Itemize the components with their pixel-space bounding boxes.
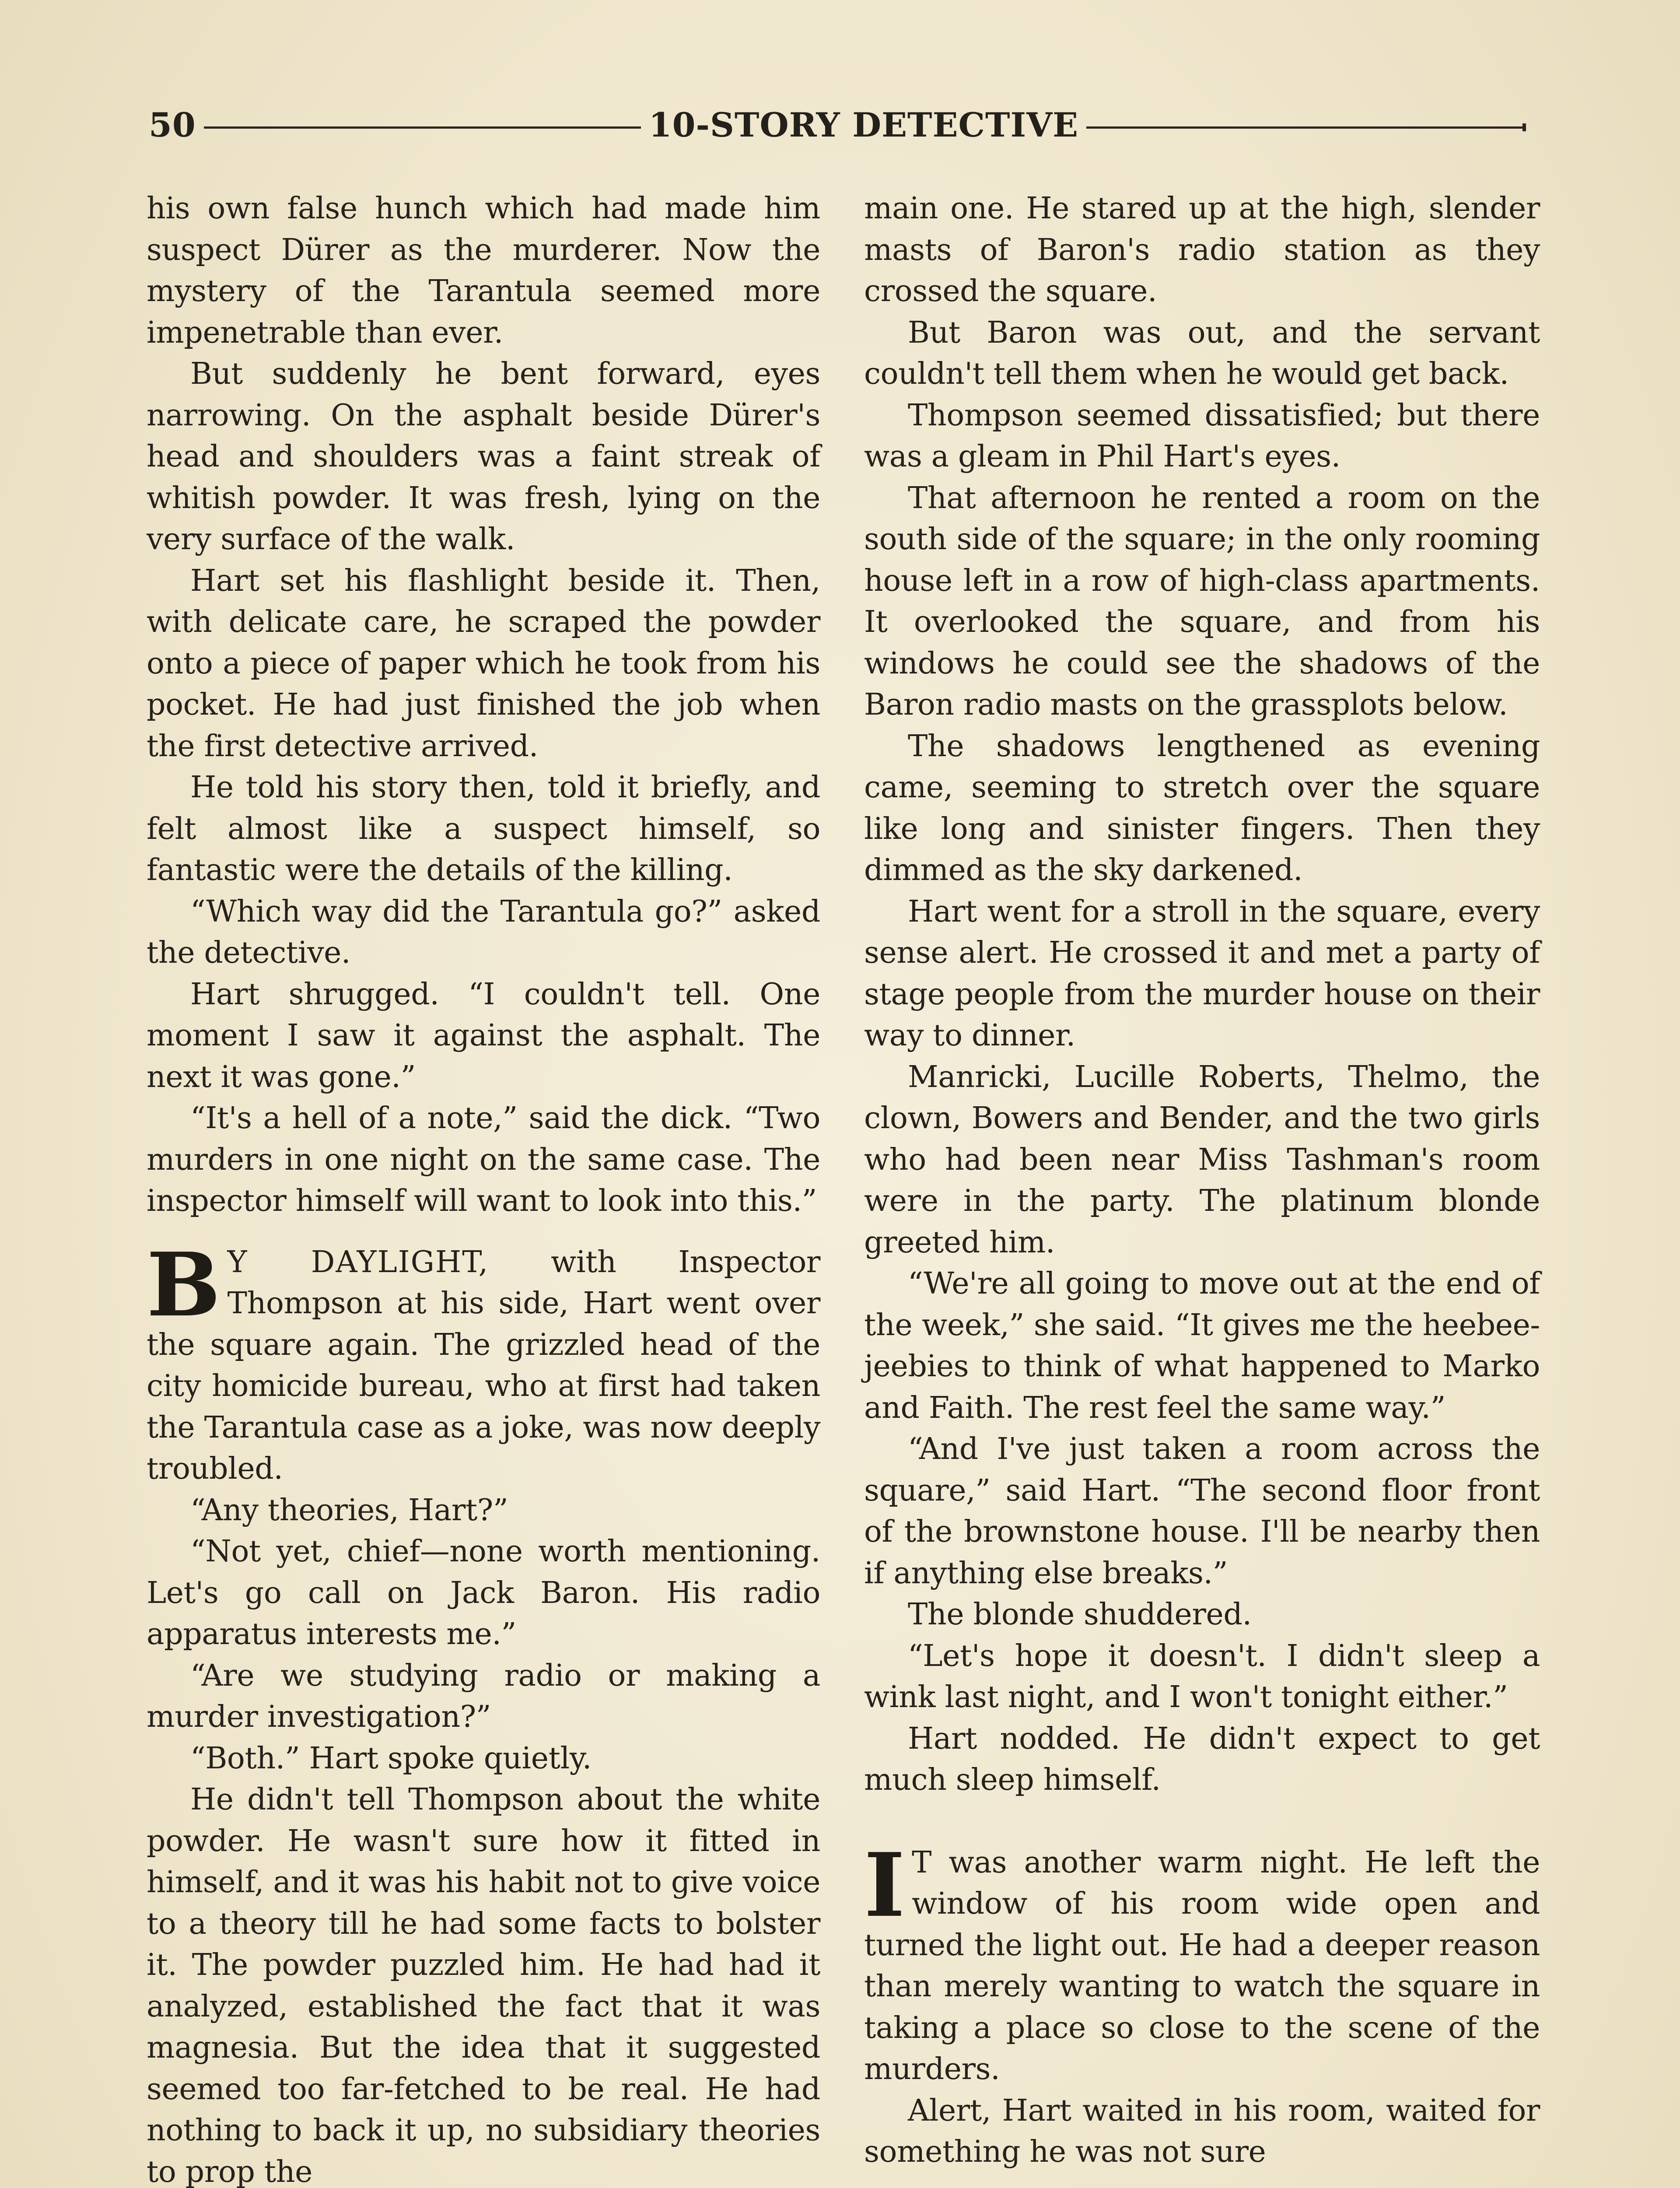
paragraph: Hart shrugged. “I couldn't tell. One moment I saw it against the asphalt. The next it was gone.”	[147, 977, 820, 1094]
right-column	[864, 188, 1540, 2173]
magazine-title: 10-STORY DETECTIVE	[648, 105, 1079, 144]
paragraph: “Any theories, Hart?”	[190, 1493, 508, 1528]
section-opening-text: T was another warm night. He left the window of his room wide open and turned the light out. He had a deeper reason than merely wanting to watch the square in taking a place so close to the scene of the murders.	[864, 1845, 1540, 2086]
paragraph: But Baron was out, and the servant couldn't tell them when he would get back.	[864, 315, 1540, 391]
paragraph: main one. He stared up at the high, slender masts of Baron's radio station as they crossed the square.	[864, 191, 1540, 309]
paragraph: Hart set his flashlight beside it. Then, with delicate care, he scraped the powder onto a piece of paper which he took from his pocket. He had just finished the job when the first detective arrived.	[147, 563, 820, 764]
section-opening-text: with Inspector Thompson at his side, Hart went over the square again. The grizzled head of the city homicide bureau, who at first had taken the Tarantula case as a joke, was now deeply troubled.	[147, 1245, 820, 1486]
left-column	[147, 188, 820, 2188]
paragraph: Hart went for a stroll in the square, every sense alert. He crossed it and met a party of stage people from the murder house on their way to dinner.	[864, 894, 1540, 1053]
section-gap	[147, 1222, 820, 1242]
lead-caps: Y DAYLIGHT,	[227, 1245, 489, 1280]
paragraph: “Which way did the Tarantula go?” asked the detective.	[147, 894, 820, 970]
paragraph: “Not yet, chief—none worth mentioning. Let's go call on Jack Baron. His radio apparatus interests me.”	[147, 1534, 820, 1652]
paragraph: “And I've just taken a room across the square,” said Hart. “The second floor front of the brownstone house. I'll be nearby then if anything else breaks.”	[864, 1432, 1540, 1591]
paragraph: Alert, Hart waited in his room, waited for something he was not sure	[864, 2093, 1540, 2169]
paragraph: “Both.” Hart spoke quietly.	[190, 1741, 592, 1776]
paragraph: But suddenly he bent forward, eyes narrowing. On the asphalt beside Dürer's head and shoulders was a faint streak of whitish powder. It was fresh, lying on the very surface of the walk.	[147, 357, 820, 557]
drop-cap: B	[147, 1233, 220, 1336]
paragraph: “It's a hell of a note,” said the dick. “Two murders in one night on the same case. The inspector himself will want to look into this.”	[147, 1101, 820, 1218]
paragraph: The shadows lengthened as evening came, seeming to stretch over the square like long and sinister fingers. Then they dimmed as the sky darkened.	[864, 729, 1540, 887]
paragraph: Thompson seemed dissatisfied; but there was a gleam in Phil Hart's eyes.	[864, 398, 1540, 474]
section-gap	[864, 1801, 1540, 1842]
header-rule-right	[1086, 126, 1523, 129]
paragraph: That afternoon he rented a room on the south side of the square; in the only rooming house left in a row of high-class apartments. It overlooked the square, and from his windows he could see the shadows of the Baron radio masts on the grassplots below.	[864, 480, 1540, 722]
running-head	[149, 98, 1531, 151]
section-opening-paragraph	[864, 1834, 1540, 2090]
paragraph: Hart nodded. He didn't expect to get much sleep himself.	[864, 1721, 1540, 1797]
paragraph: “We're all going to move out at the end of the week,” she said. “It gives me the heebee-jeebies to think of what happened to Marko and Faith. The rest feel the same way.”	[864, 1266, 1540, 1425]
page-number: 50	[149, 105, 196, 144]
header-rule-left	[204, 126, 641, 129]
paragraph: “Are we studying radio or making a murder investigation?”	[147, 1658, 820, 1734]
paragraph: He told his story then, told it briefly, and felt almost like a suspect himself, so fantastic were the details of the killing.	[147, 770, 820, 887]
paragraph: Manricki, Lucille Roberts, Thelmo, the clown, Bowers and Bender, and the two girls who had been near Miss Tashman's room were in the party. The platinum blonde greeted him.	[864, 1059, 1540, 1260]
paragraph: He didn't tell Thompson about the white powder. He wasn't sure how it fitted in himself, and it was his habit not to give voice to a theory till he had some facts to bolster it. The powder puzzled him. He had had it analyzed, established the fact that it was magnesia. But the idea that it suggested seemed too far-fetched to be real. He had nothing to back it up, no subsidiary theories to prop the	[147, 1782, 820, 2188]
drop-cap: I	[864, 1834, 905, 1937]
section-opening-paragraph	[147, 1233, 820, 1490]
paragraph: “Let's hope it doesn't. I didn't sleep a wink last night, and I won't tonight either.”	[864, 1638, 1540, 1715]
paragraph: his own false hunch which had made him suspect Dürer as the murderer. Now the mystery of the Tarantula seemed more impenetrable than ever.	[147, 191, 820, 350]
paragraph: The blonde shuddered.	[908, 1597, 1252, 1632]
